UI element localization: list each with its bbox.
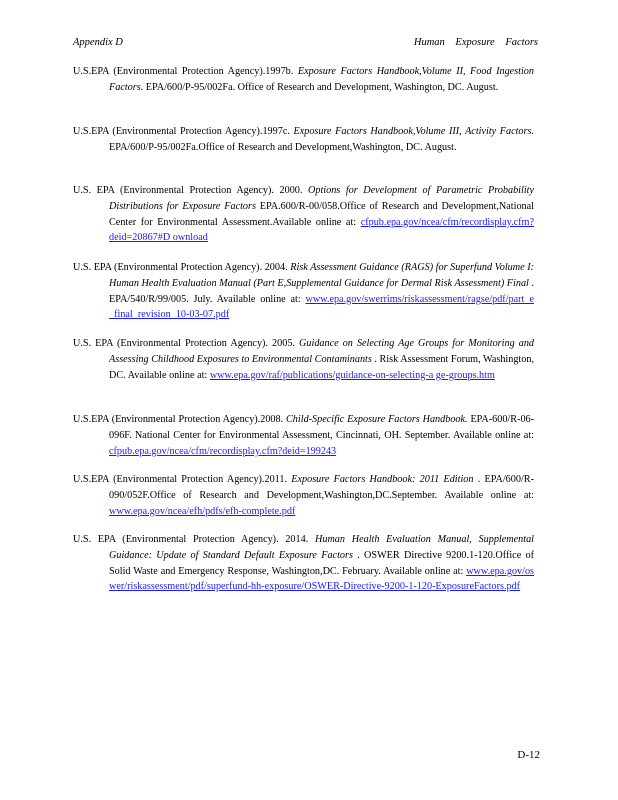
ref-details: . EPA/540/R/99/005. July. Available online at: [109, 277, 534, 305]
ref-details: EPA-600/R-06-096F. National Center for Environmental Assessment, Cincinnati, OH. September. Available online at: [109, 414, 535, 441]
ref-author: U.S. EPA (Environmental Protection Agency). 2004. [73, 262, 288, 273]
header-appendix: Appendix D [73, 37, 123, 48]
ref-title: Exposure Factors Handbook,Volume III, Activity Factors. [293, 126, 535, 137]
ref-link[interactable]: www.epa.gov/oswer/riskassessment/pdf/superfund-hh-exposure/OSWER-Directive-9200-1-120-ExposureFactors.pdf [109, 565, 535, 593]
reference-entry [73, 412, 534, 459]
ref-details: EPA/600/P-95/002Fa.Office of Research and Development,Washington, DC. August. [109, 141, 457, 153]
ref-title: Human Health Evaluation Manual, Supplemental Guidance: Update of Standard Default Exposure Factors [109, 534, 535, 561]
ref-title: Exposure Factors Handbook,Volume II, Food Ingestion Factors. [109, 66, 534, 93]
ref-details: EPA/600/P-95/002Fa. Office of Research and Development, Washington, DC. August. [145, 81, 499, 93]
ref-author: U.S. EPA (Environmental Protection Agency). 2014. [73, 534, 309, 545]
ref-details: EPA.600/R-00/058.Office of Research and Development,National Center for Environmental Assessment.Available online at: [109, 200, 534, 228]
reference-entry [73, 336, 534, 383]
ref-author: U.S. EPA (Environmental Protection Agency). 2000. [73, 185, 303, 196]
reference-entry [73, 64, 534, 96]
ref-details: . OSWER Directive 9200.1-120.Office of Solid Waste and Emergency Response, Washington,DC. February. Available online at: [109, 549, 534, 577]
reference-entry [73, 532, 534, 595]
ref-author: U.S. EPA (Environmental Protection Agency). 2005. [73, 338, 295, 349]
reference-entry [73, 472, 534, 519]
ref-link[interactable]: cfpub.epa.gov/ncea/cfm/recordisplay.cfm?deid=199243 [109, 445, 337, 457]
reference-entry [73, 124, 534, 156]
ref-link[interactable]: www.epa.gov/ncea/efh/pdfs/efh-complete.pdf [109, 505, 296, 517]
ref-author: U.S.EPA (Environmental Protection Agency).2011. [73, 474, 288, 485]
ref-author: U.S.EPA (Environmental Protection Agency).1997c. [73, 126, 290, 137]
ref-author: U.S.EPA (Environmental Protection Agency).1997b. [73, 66, 294, 77]
ref-title: Exposure Factors Handbook: 2011 Edition [291, 474, 474, 485]
header-title: Human Exposure Factors [413, 37, 538, 48]
ref-title: Risk Assessment Guidance (RAGS) for Superfund Volume I: Human Health Evaluation Manual (Part E,Supplemental Guidance for Dermal Risk Assessment) Final [109, 262, 535, 289]
ref-author: U.S.EPA (Environmental Protection Agency).2008. [73, 414, 284, 425]
page-number: D-12 [517, 749, 540, 761]
ref-details: . EPA/600/R-090/052F.Office of Research and Development,Washington,DC.September. Available online at: [109, 474, 534, 501]
ref-link[interactable]: www.epa.gov/raf/publications/guidance-on-selecting-a ge-groups.htm [209, 369, 495, 381]
ref-title: Guidance on Selecting Age Groups for Monitoring and Assessing Childhood Exposures to Environmental Contaminants [109, 338, 535, 365]
reference-entry [73, 183, 534, 246]
ref-title: Options for Development of Parametric Probability Distributions for Exposure Factors [109, 185, 535, 212]
ref-details: . Risk Assessment Forum, Washington, DC. Available online at: [109, 353, 534, 381]
ref-title: Child-Specific Exposure Factors Handbook. [286, 414, 468, 425]
reference-entry [73, 260, 534, 323]
ref-link[interactable]: www.epa.gov/swerrims/riskassessment/ragse/pdf/part_e _final_revision_10-03-07.pdf [109, 293, 534, 321]
ref-link[interactable]: cfpub.epa.gov/ncea/cfm/recordisplay.cfm?deid=20867#D ownload [109, 216, 534, 244]
